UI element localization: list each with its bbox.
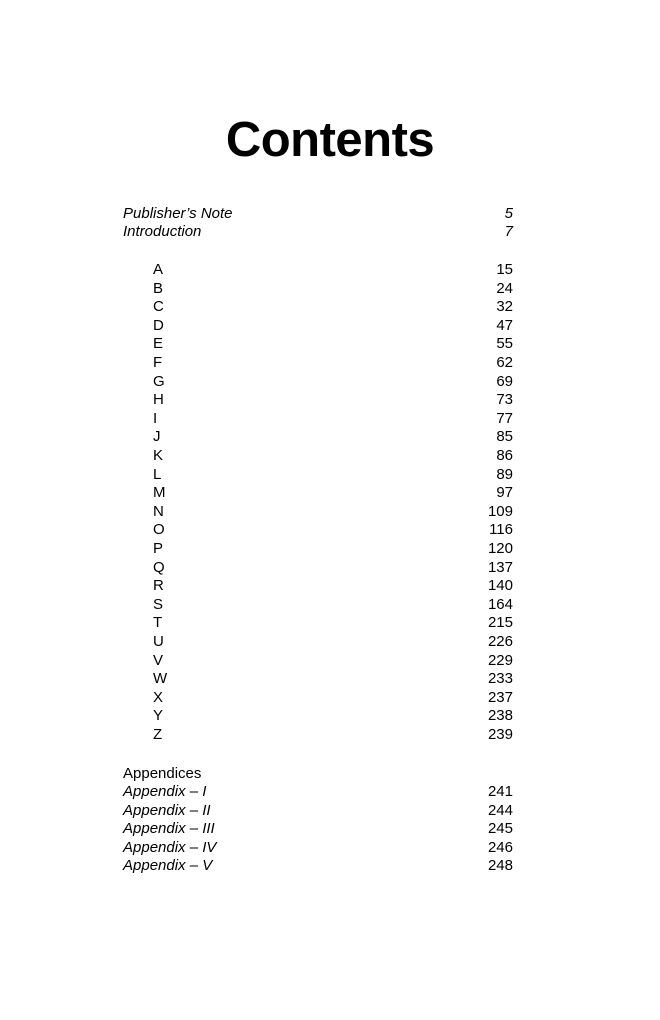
toc-entry-page: 86 (496, 447, 513, 464)
toc-entry-page: 55 (496, 335, 513, 353)
toc-entry-letter-b (123, 279, 513, 298)
toc-entry-page: 15 (496, 261, 513, 278)
toc-entry-page: 24 (496, 279, 513, 297)
toc-entry-label: Q (153, 558, 165, 576)
toc-entry-label: J (153, 428, 161, 446)
toc-entry-letter-j (123, 427, 513, 446)
toc-entry-page: 89 (496, 465, 513, 483)
toc-entry-label: Appendix – V (123, 857, 213, 874)
toc-entry-page: 246 (487, 838, 513, 856)
toc-entry-label: E (153, 335, 164, 353)
toc-entry-appendix-ii (123, 801, 513, 820)
toc-entry-appendix-iii (123, 819, 513, 838)
toc-entry-page: 69 (496, 372, 513, 390)
appendices-heading-label: Appendices (123, 765, 202, 782)
toc-entry-label: A (153, 261, 164, 278)
toc-entry-label: T (153, 614, 163, 632)
toc-entry-label: F (153, 354, 163, 371)
toc-entry-letter-a (123, 260, 513, 279)
toc-entry-letter-x (123, 688, 513, 707)
toc-entry-page: 226 (487, 633, 513, 650)
toc-entry-page: 47 (496, 316, 513, 334)
toc-entry-letter-o (123, 520, 513, 539)
toc-entry-label: D (153, 316, 164, 334)
toc-entry-page: 239 (487, 726, 513, 743)
toc-entry-page: 97 (496, 484, 513, 502)
toc-entry-label: U (153, 633, 164, 650)
toc-entry-label: Appendix – III (123, 820, 215, 837)
toc-entry-letter-f (123, 353, 513, 372)
toc-entry-letter-c (123, 297, 513, 316)
toc-entry-letter-p (123, 539, 513, 558)
toc-entry-letter-h (123, 390, 513, 409)
toc-entry-page: 229 (487, 651, 513, 669)
toc-entry-letter-w (123, 669, 513, 688)
toc-entry-label: K (153, 447, 164, 464)
toc-entry-page: 164 (487, 595, 513, 613)
toc-entry-letter-n (123, 502, 513, 521)
appendices-heading (123, 764, 513, 783)
toc-entry-label: L (153, 465, 162, 483)
toc-entry-page: 237 (487, 688, 513, 706)
toc-entry-page: 7 (504, 223, 513, 240)
toc-entry-appendix-v (123, 856, 513, 875)
toc-entry-page: 109 (487, 502, 513, 520)
toc-entry-letter-y (123, 706, 513, 725)
toc-entry-page: 77 (496, 409, 513, 427)
toc-entry-label: S (153, 595, 164, 613)
toc-entry-page: 245 (487, 820, 513, 837)
toc-entry-letter-s (123, 595, 513, 614)
toc-entry-publishers-note (123, 204, 513, 223)
toc-entry-letter-k (123, 446, 513, 465)
toc-entry-label: P (153, 540, 164, 557)
toc-entry-introduction (123, 222, 513, 241)
toc-entry-letter-u (123, 632, 513, 651)
page-title: Contents (225, 113, 435, 167)
toc-entry-page: 238 (487, 707, 513, 725)
toc-entry-page: 116 (489, 521, 513, 539)
toc-entry-label: Appendix – I (123, 783, 207, 800)
toc-entry-label: X (153, 688, 164, 706)
toc-entry-letter-r (123, 576, 513, 595)
toc-entry-page: 5 (504, 205, 513, 222)
toc-entry-page: 140 (487, 577, 513, 595)
toc-entry-page: 241 (487, 783, 513, 800)
toc-entry-label: O (153, 521, 165, 539)
toc-entry-letter-q (123, 558, 513, 577)
toc-entry-page: 85 (496, 428, 513, 446)
toc-entry-label: B (153, 279, 164, 297)
toc-entry-page: 215 (487, 614, 513, 632)
toc-entry-label: W (153, 670, 168, 688)
toc-entry-label: I (153, 409, 158, 427)
toc-entry-letter-g (123, 372, 513, 391)
toc-entry-appendix-iv (123, 838, 513, 857)
toc-entry-label: N (153, 502, 164, 520)
toc-entry-letter-v (123, 651, 513, 670)
toc-entry-page: 62 (496, 354, 513, 371)
toc-entry-appendix-i (123, 782, 513, 801)
toc-entry-page: 32 (496, 298, 513, 316)
toc-entry-label: C (153, 298, 164, 316)
toc-entry-label: H (153, 391, 164, 409)
toc-entry-label: R (153, 577, 164, 595)
toc-entry-page: 244 (487, 801, 513, 819)
toc-entry-page: 120 (487, 540, 513, 557)
toc-entry-label: Z (153, 726, 163, 743)
toc-entry-label: Y (153, 707, 164, 725)
toc-entry-label: G (153, 372, 165, 390)
toc-entry-letter-d (123, 316, 513, 335)
toc-entry-letter-e (123, 334, 513, 353)
toc-entry-page: 248 (487, 857, 513, 874)
toc-entry-label: Appendix – IV (123, 838, 217, 856)
toc-entry-label: V (153, 651, 164, 669)
toc-entry-label: M (153, 484, 166, 502)
toc-entry-letter-z (123, 725, 513, 744)
toc-entry-page: 137 (487, 558, 513, 576)
toc-entry-letter-l (123, 465, 513, 484)
toc-entry-label: Appendix – II (123, 801, 211, 819)
toc-entry-label: Introduction (123, 223, 202, 240)
toc-entry-page: 73 (496, 391, 513, 409)
toc-entry-label: Publisher’s Note (123, 205, 233, 222)
toc-entry-page: 233 (487, 670, 513, 688)
toc-entry-letter-m (123, 483, 513, 502)
toc-entry-letter-t (123, 613, 513, 632)
toc-entry-letter-i (123, 409, 513, 428)
